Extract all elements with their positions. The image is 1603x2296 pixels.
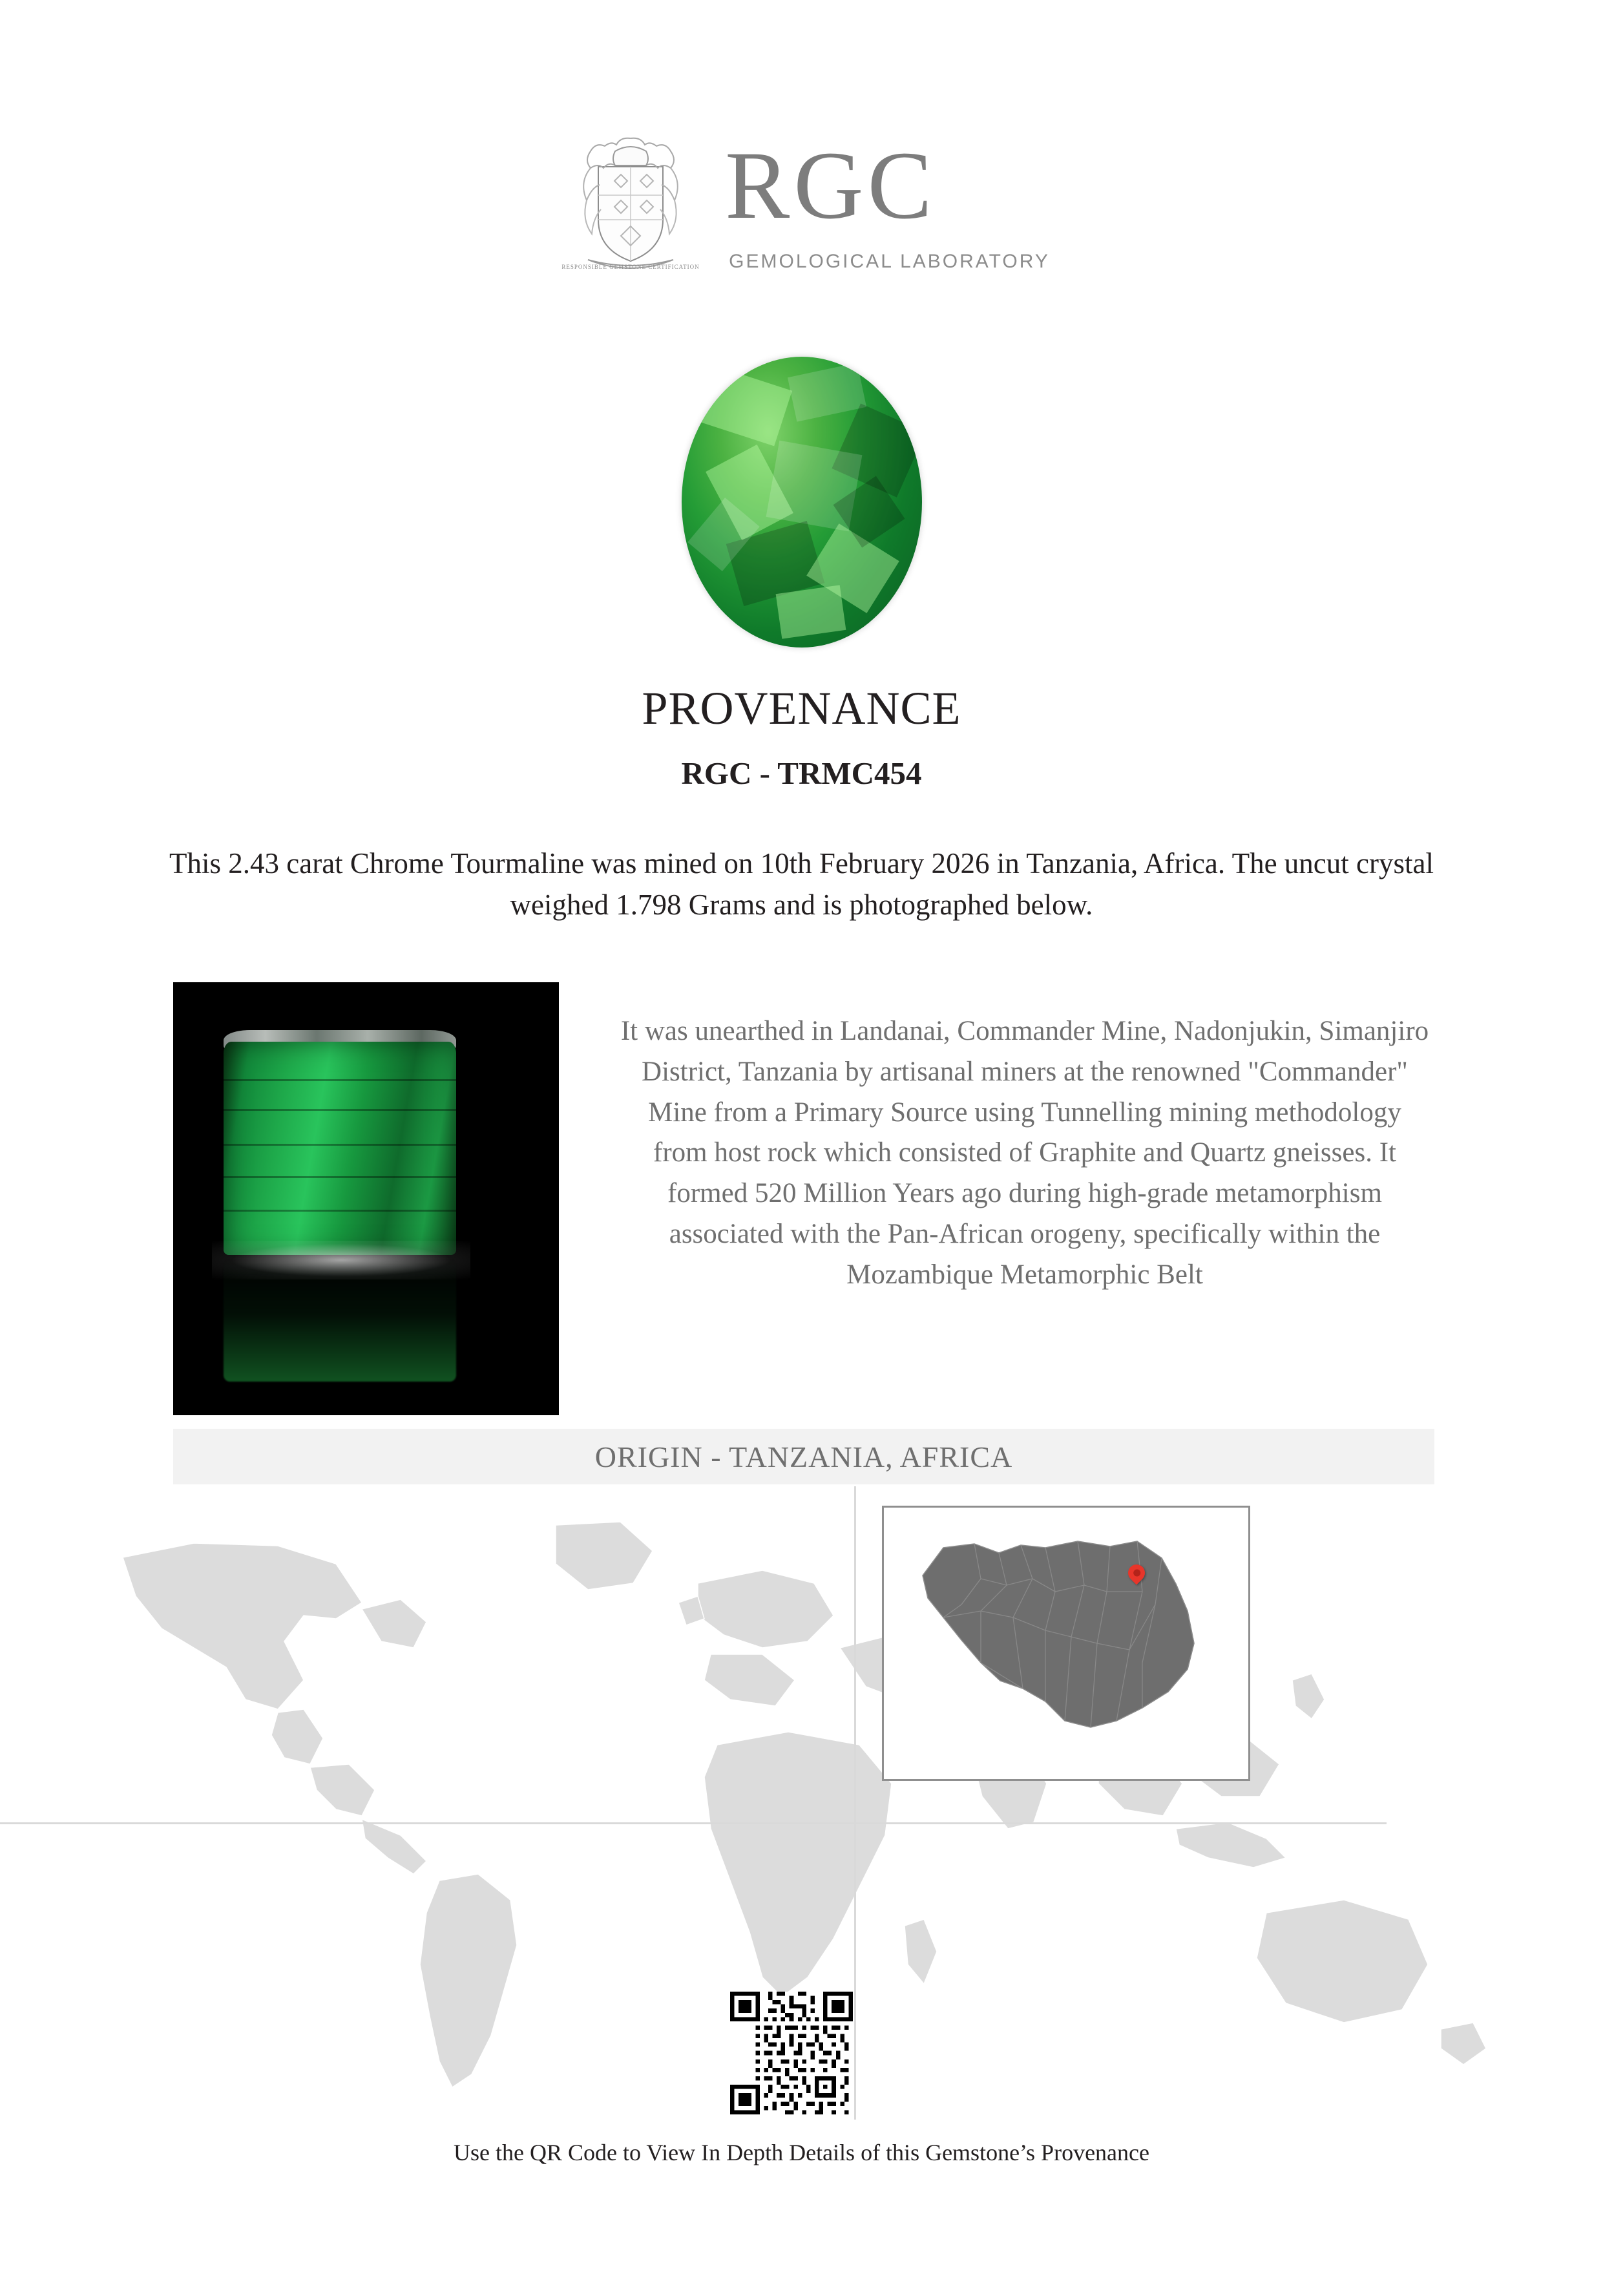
gem-ellipse — [682, 357, 922, 648]
country-inset-map — [882, 1506, 1250, 1781]
map-crosshair-vertical — [854, 1486, 856, 2120]
report-code: RGC - TRMC454 — [681, 755, 922, 791]
qr-code-svg[interactable] — [730, 1992, 853, 2114]
rough-crystal-photo — [173, 982, 559, 1415]
logo-text — [725, 123, 1050, 273]
provenance-description: It was unearthed in Landanai, Commander Mine, Nadonjukin, Simanjiro District, Tanzania by artisanal miners at the renowned "Commander" Mine from a Primary Source using Tunnelling mining methodology from host rock which consisted of Graphite and Quartz gneisses. It formed 520 Million Years ago during high-grade metamorphism associated with the Pan-African orogeny, specifically within the Mozambique Metamorphic Belt — [620, 1016, 1429, 1290]
origin-label: ORIGIN - TANZANIA, AFRICA — [594, 1440, 1013, 1473]
qr-caption: Use the QR Code to View In Depth Details of this Gemstone’s Provenance — [454, 2140, 1149, 2165]
lab-name: RGC — [725, 132, 936, 239]
page-title: PROVENANCE — [642, 682, 961, 734]
lab-logo — [553, 123, 1050, 283]
crystal-body — [224, 1042, 456, 1255]
header — [0, 123, 1603, 283]
map-crosshair-horizontal — [0, 1822, 1387, 1824]
origin-bar — [173, 1429, 1434, 1484]
tanzania-map-svg — [884, 1508, 1244, 1775]
crest-icon — [553, 123, 708, 283]
cut-gemstone-photo — [682, 357, 922, 648]
qr-code[interactable] — [730, 1992, 853, 2114]
lab-subtitle: GEMOLOGICAL LABORATORY — [729, 251, 1050, 272]
intro-paragraph: This 2.43 carat Chrome Tourmaline was mined on 10th February 2026 in Tanzania, Africa. The uncut crystal weighed 1.798 Grams and is photographed below. — [169, 847, 1434, 921]
crystal-reflection — [224, 1259, 456, 1382]
svg-text:RESPONSIBLE GEMSTONE CERTIFICA: RESPONSIBLE GEMSTONE CERTIFICATION — [561, 264, 700, 270]
